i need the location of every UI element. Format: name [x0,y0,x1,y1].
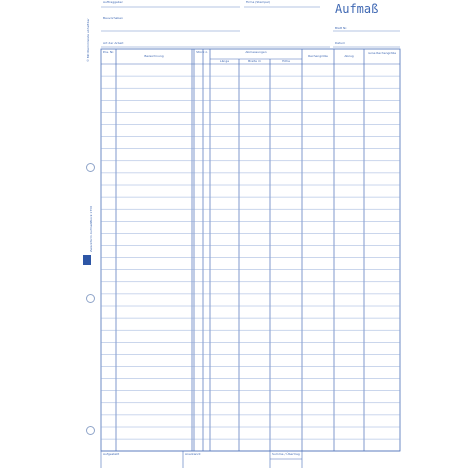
col-breite: Breite m [248,59,261,63]
col-rechengroesse: Rechengröße [308,54,328,58]
art-der-arbeit-label: Art der Arbeit [103,41,124,45]
brand-text: Zweckform AufmaßBlock 1750 [89,205,93,252]
punch-hole [86,163,95,172]
datum-label: Datum [335,41,346,45]
bauvorhaben-label: Bauvorhaben [103,16,123,20]
aufgestellt-label: Aufgestellt [103,452,120,456]
col-hoehe: Höhe [282,59,290,63]
col-abmessungen: Abmessungen [245,50,267,54]
margin-copyright-text: © Mit Klemmleiste abheftbar [86,18,90,62]
punch-hole [86,294,95,303]
blatt-label: Blatt Nr. [335,26,348,30]
col-stueck: Stück z. [196,50,208,54]
anerkannt-label: Anerkannt [185,452,201,456]
punch-hole [86,426,95,435]
summe-uebertrag-label: Summe / Übertrag [272,452,300,456]
col-abzug: Abzug [344,54,354,58]
col-laenge: Länge [219,59,230,63]
col-pos-nr: Pos. Nr. [102,50,115,54]
form-title: Aufmaß [335,2,379,16]
col-reine-rechengroesse: reine Rechengröße [367,51,397,55]
brand-logo [83,255,91,265]
col-bezeichnung: Bezeichnung [144,54,164,58]
auftraggeber-label: Auftraggeber [103,0,123,4]
firma-label: Firma (Stempel) [246,0,271,4]
